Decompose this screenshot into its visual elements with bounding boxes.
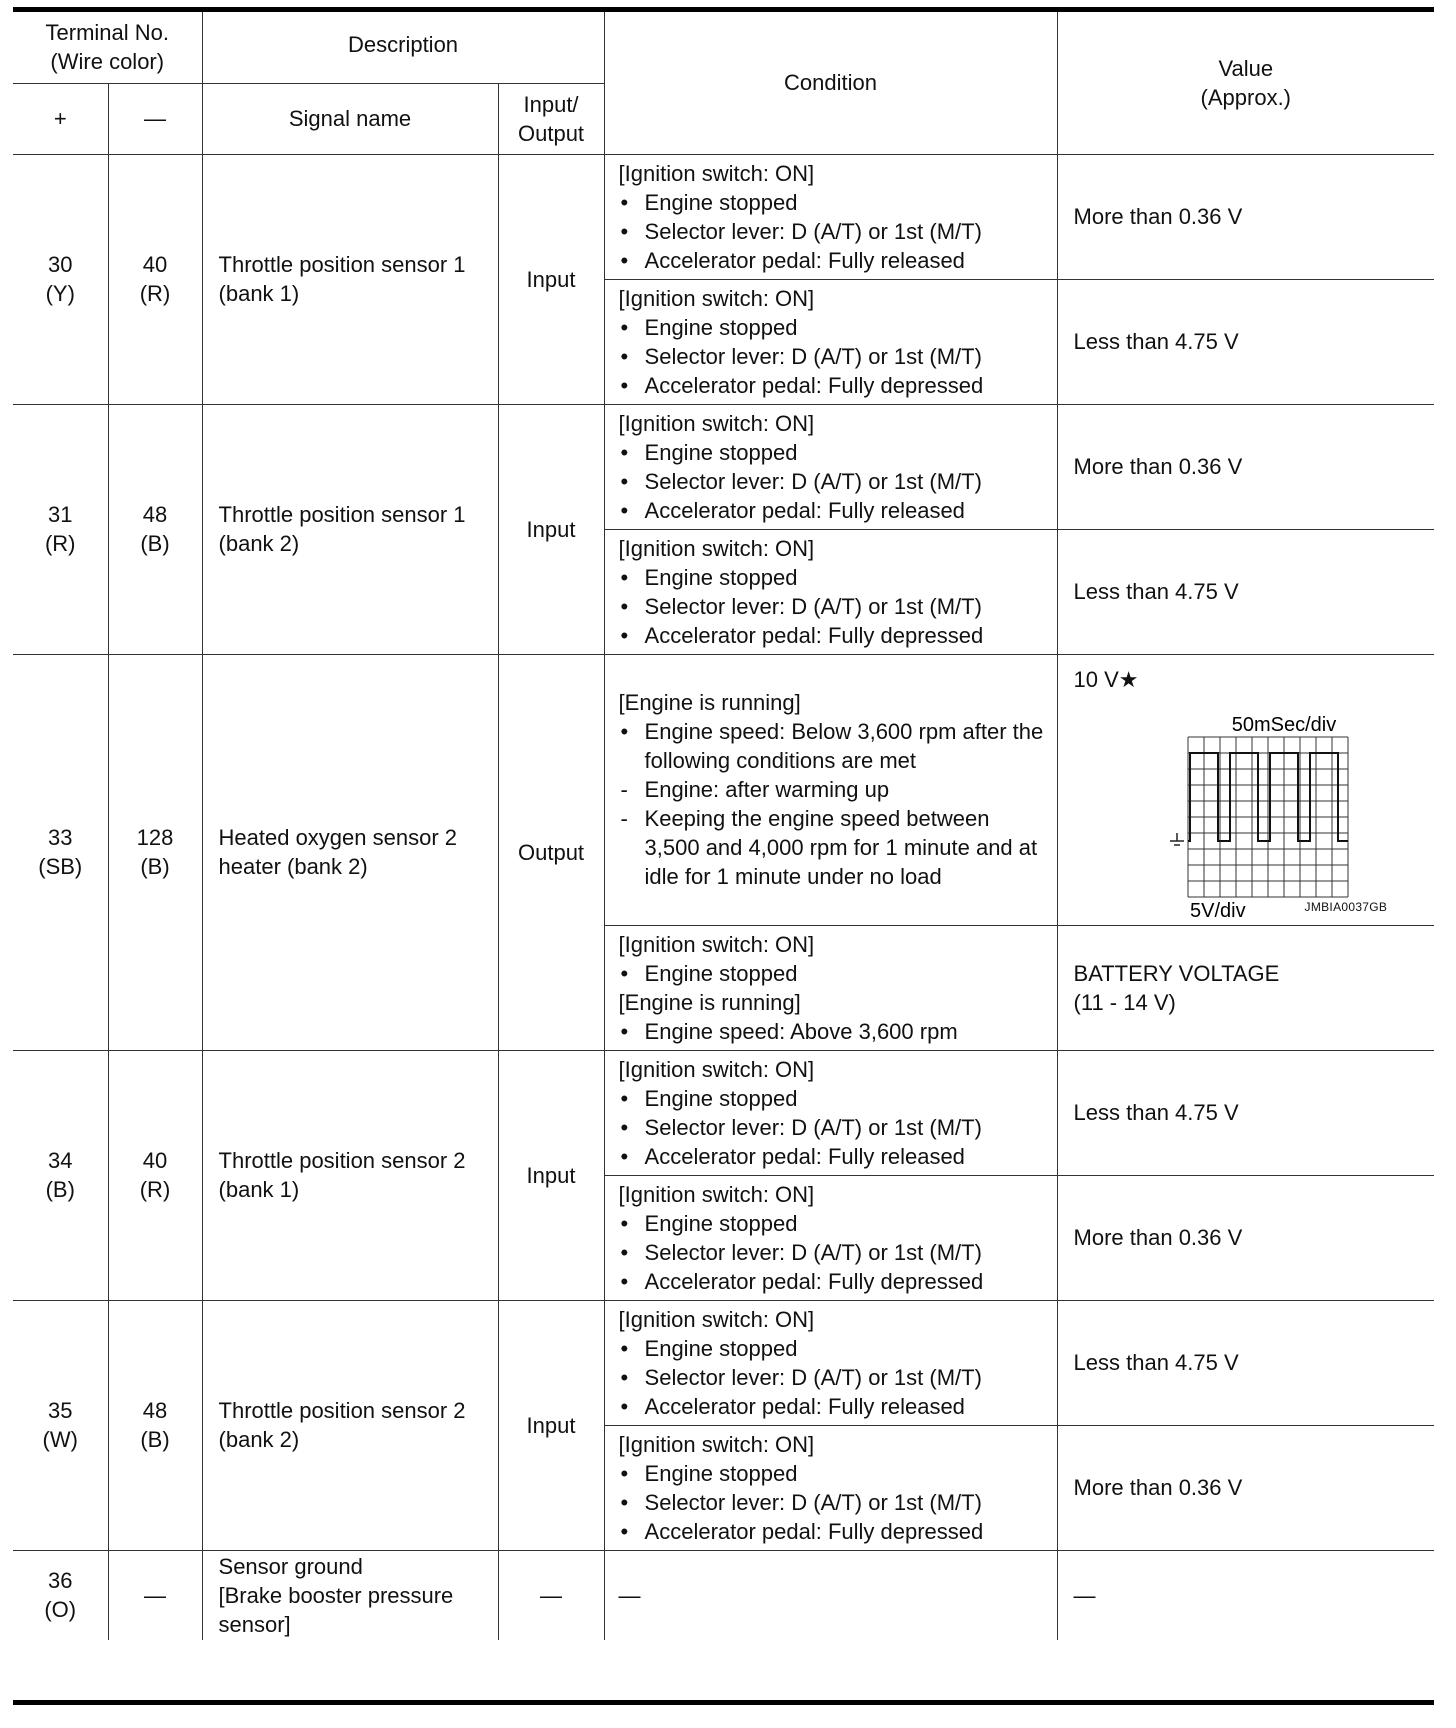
terminal-table <box>13 12 1434 1640</box>
condition-bullet-text: Engine stopped <box>644 1085 798 1111</box>
condition-bullet-marker: • <box>620 1364 629 1390</box>
condition-bullet-marker: • <box>620 372 629 398</box>
condition-dash <box>619 804 1047 891</box>
input-output: Input <box>498 154 604 404</box>
terminal-minus: 40 (R) <box>108 154 202 404</box>
signal-name: Heated oxygen sensor 2 heater (bank 2) <box>202 654 498 1050</box>
condition-bullet <box>619 1084 1047 1113</box>
terminal-minus: 40 (R) <box>108 1050 202 1300</box>
header-input-output: Input/ Output <box>498 83 604 154</box>
condition-head: [Ignition switch: ON] <box>618 931 815 957</box>
waveform-scale: 5V/div <box>1189 899 1246 922</box>
condition-head: [Ignition switch: ON] <box>618 535 815 561</box>
condition-bullet-text: Selector lever: D (A/T) or 1st (M/T) <box>644 218 982 244</box>
oscilloscope-waveform <box>1118 697 1368 927</box>
condition-bullet-marker: • <box>620 343 629 369</box>
bottom-rule <box>13 1700 1434 1705</box>
condition-cell <box>604 1425 1057 1550</box>
table-row <box>13 654 1434 925</box>
condition-head: [Ignition switch: ON] <box>618 1306 815 1332</box>
table-row <box>13 1050 1434 1175</box>
condition-bullet-marker: • <box>620 719 629 744</box>
value-cell: Less than 4.75 V <box>1057 1050 1434 1175</box>
condition-head: [Ignition switch: ON] <box>618 285 815 311</box>
condition-bullet-text: Engine stopped <box>644 439 798 465</box>
condition-bullet-text: Engine stopped <box>644 1210 798 1236</box>
condition-bullet-marker: • <box>620 1210 629 1236</box>
condition-bullet-text: Selector lever: D (A/T) or 1st (M/T) <box>644 593 982 619</box>
condition-bullet-marker: • <box>620 1018 629 1044</box>
terminal-plus: 34 (B) <box>13 1050 108 1300</box>
terminal-plus: 36 (O) <box>13 1550 108 1640</box>
condition-bullet-marker: • <box>620 314 629 340</box>
condition-bullet-text: Engine speed: Below 3,600 rpm after the following conditions are met <box>644 719 1044 773</box>
condition-dash-text: Keeping the engine speed between 3,500 and 4,000 rpm for 1 minute and at idle for 1 minute under no load <box>644 806 1038 889</box>
condition-bullet <box>619 592 1047 621</box>
waveform-timebase: 50mSec/div <box>1231 713 1336 736</box>
condition-bullet-text: Engine speed: Above 3,600 rpm <box>644 1018 958 1044</box>
condition-bullet <box>619 467 1047 496</box>
condition-bullet-text: Selector lever: D (A/T) or 1st (M/T) <box>644 1114 982 1140</box>
condition-head: [Ignition switch: ON] <box>618 1431 815 1457</box>
value-cell: More than 0.36 V <box>1057 1175 1434 1300</box>
condition-bullet <box>619 1363 1047 1392</box>
condition-bullet <box>619 438 1047 467</box>
table-row <box>13 1550 1434 1640</box>
condition-bullet <box>619 1459 1047 1488</box>
header-plus: + <box>13 83 108 154</box>
condition-head: [Ignition switch: ON] <box>618 1181 815 1207</box>
condition-bullet-text: Engine stopped <box>644 189 798 215</box>
signal-name: Throttle position sensor 2 (bank 1) <box>202 1050 498 1300</box>
condition-bullet-marker: • <box>620 497 629 523</box>
condition-bullet-text: Accelerator pedal: Fully released <box>644 247 965 273</box>
condition-bullet <box>619 1017 1047 1046</box>
condition-bullet-marker: • <box>620 1518 629 1544</box>
value-cell: Less than 4.75 V <box>1057 1300 1434 1425</box>
value-cell: More than 0.36 V <box>1057 154 1434 279</box>
condition-bullet-text: Accelerator pedal: Fully depressed <box>644 1268 984 1294</box>
condition-head: [Engine is running] <box>618 690 801 715</box>
condition-cell <box>604 404 1057 529</box>
condition-dash <box>619 775 1047 804</box>
condition-bullet-marker: • <box>620 1114 629 1140</box>
condition-bullet-marker: • <box>620 1239 629 1265</box>
condition-bullet <box>619 1517 1047 1546</box>
condition-bullet <box>619 371 1047 400</box>
condition-dash-marker: - <box>620 777 628 802</box>
value-cell <box>1057 654 1434 925</box>
condition-cell: — <box>604 1550 1057 1640</box>
condition-cell <box>604 154 1057 279</box>
value-cell: More than 0.36 V <box>1057 1425 1434 1550</box>
condition-head: [Engine is running] <box>618 989 801 1015</box>
condition-bullet-marker: • <box>620 1460 629 1486</box>
condition-bullet-marker: • <box>620 218 629 244</box>
condition-bullet-marker: • <box>620 439 629 465</box>
input-output: Input <box>498 404 604 654</box>
value-cell: Less than 4.75 V <box>1057 529 1434 654</box>
condition-bullet <box>619 1238 1047 1267</box>
condition-bullet-marker: • <box>620 1085 629 1111</box>
condition-bullet-text: Engine stopped <box>644 1460 798 1486</box>
signal-name: Sensor ground [Brake booster pressure sensor] <box>202 1550 498 1640</box>
input-output: Output <box>498 654 604 1050</box>
condition-bullet <box>619 1267 1047 1296</box>
condition-bullet <box>619 1488 1047 1517</box>
condition-cell <box>604 529 1057 654</box>
terminal-minus: — <box>108 1550 202 1640</box>
condition-bullet-text: Selector lever: D (A/T) or 1st (M/T) <box>644 1364 982 1390</box>
condition-head: [Ignition switch: ON] <box>618 410 815 436</box>
terminal-plus: 35 (W) <box>13 1300 108 1550</box>
condition-bullet-text: Engine stopped <box>644 564 798 590</box>
condition-bullet-text: Engine stopped <box>644 314 798 340</box>
condition-bullet-text: Accelerator pedal: Fully depressed <box>644 372 984 398</box>
condition-bullet-text: Accelerator pedal: Fully released <box>644 1143 965 1169</box>
terminal-plus: 30 (Y) <box>13 154 108 404</box>
condition-bullet-marker: • <box>620 564 629 590</box>
value-cell: BATTERY VOLTAGE (11 - 14 V) <box>1057 925 1434 1050</box>
condition-cell <box>604 1050 1057 1175</box>
waveform-cell <box>1058 655 1435 925</box>
condition-bullet-text: Accelerator pedal: Fully released <box>644 497 965 523</box>
condition-cell <box>604 925 1057 1050</box>
condition-bullet <box>619 1334 1047 1363</box>
condition-head: [Ignition switch: ON] <box>618 1056 815 1082</box>
header-minus: — <box>108 83 202 154</box>
condition-bullet <box>619 1392 1047 1421</box>
condition-bullet <box>619 1209 1047 1238</box>
figure-code: JMBIA0037GB <box>1304 899 1388 914</box>
header-terminal: Terminal No. (Wire color) <box>13 12 202 83</box>
header-condition: Condition <box>604 12 1057 154</box>
signal-name: Throttle position sensor 1 (bank 1) <box>202 154 498 404</box>
condition-bullet-marker: • <box>620 189 629 215</box>
value-cell: — <box>1057 1550 1434 1640</box>
condition-bullet <box>619 188 1047 217</box>
condition-head: [Ignition switch: ON] <box>618 160 815 186</box>
condition-bullet <box>619 217 1047 246</box>
condition-dash-text: Engine: after warming up <box>644 777 890 802</box>
condition-bullet-marker: • <box>620 247 629 273</box>
condition-bullet-text: Engine stopped <box>644 1335 798 1361</box>
condition-bullet-text: Selector lever: D (A/T) or 1st (M/T) <box>644 468 982 494</box>
condition-bullet <box>619 1142 1047 1171</box>
header-description: Description <box>202 12 604 83</box>
condition-bullet <box>619 496 1047 525</box>
signal-name: Throttle position sensor 1 (bank 2) <box>202 404 498 654</box>
condition-bullet <box>619 342 1047 371</box>
terminal-minus: 48 (B) <box>108 1300 202 1550</box>
condition-bullet-text: Accelerator pedal: Fully released <box>644 1393 965 1419</box>
condition-bullet-marker: • <box>620 1393 629 1419</box>
condition-cell <box>604 1300 1057 1425</box>
condition-bullet <box>619 246 1047 275</box>
condition-bullet <box>619 1113 1047 1142</box>
input-output: — <box>498 1550 604 1640</box>
table-row <box>13 1300 1434 1425</box>
condition-bullet-marker: • <box>620 468 629 494</box>
condition-bullet-marker: • <box>620 1335 629 1361</box>
header-value: Value (Approx.) <box>1057 12 1434 154</box>
condition-cell <box>604 1175 1057 1300</box>
condition-cell <box>604 654 1057 925</box>
condition-cell <box>604 279 1057 404</box>
input-output: Input <box>498 1300 604 1550</box>
header-signal-name: Signal name <box>202 83 498 154</box>
signal-name: Throttle position sensor 2 (bank 2) <box>202 1300 498 1550</box>
condition-bullet-text: Engine stopped <box>644 960 798 986</box>
input-output: Input <box>498 1050 604 1300</box>
terminal-plus: 31 (R) <box>13 404 108 654</box>
value-cell: More than 0.36 V <box>1057 404 1434 529</box>
table-row <box>13 154 1434 279</box>
condition-bullet-text: Selector lever: D (A/T) or 1st (M/T) <box>644 1239 982 1265</box>
condition-bullet <box>619 621 1047 650</box>
condition-bullet-marker: • <box>620 1268 629 1294</box>
condition-bullet <box>619 959 1047 988</box>
condition-bullet-marker: • <box>620 1489 629 1515</box>
terminal-minus: 128 (B) <box>108 654 202 1050</box>
condition-bullet-marker: • <box>620 1143 629 1169</box>
condition-bullet-marker: • <box>620 622 629 648</box>
table-row <box>13 404 1434 529</box>
condition-bullet-text: Accelerator pedal: Fully depressed <box>644 622 984 648</box>
terminal-minus: 48 (B) <box>108 404 202 654</box>
condition-bullet-marker: • <box>620 593 629 619</box>
condition-dash-marker: - <box>620 806 628 831</box>
terminal-plus: 33 (SB) <box>13 654 108 1050</box>
condition-bullet <box>619 563 1047 592</box>
condition-bullet-text: Selector lever: D (A/T) or 1st (M/T) <box>644 1489 982 1515</box>
condition-bullet-text: Accelerator pedal: Fully depressed <box>644 1518 984 1544</box>
value-cell: Less than 4.75 V <box>1057 279 1434 404</box>
condition-bullet <box>619 313 1047 342</box>
condition-bullet <box>619 717 1047 775</box>
condition-bullet-text: Selector lever: D (A/T) or 1st (M/T) <box>644 343 982 369</box>
condition-bullet-marker: • <box>620 960 629 986</box>
waveform-peak-label: 10 V★ <box>1073 666 1139 692</box>
